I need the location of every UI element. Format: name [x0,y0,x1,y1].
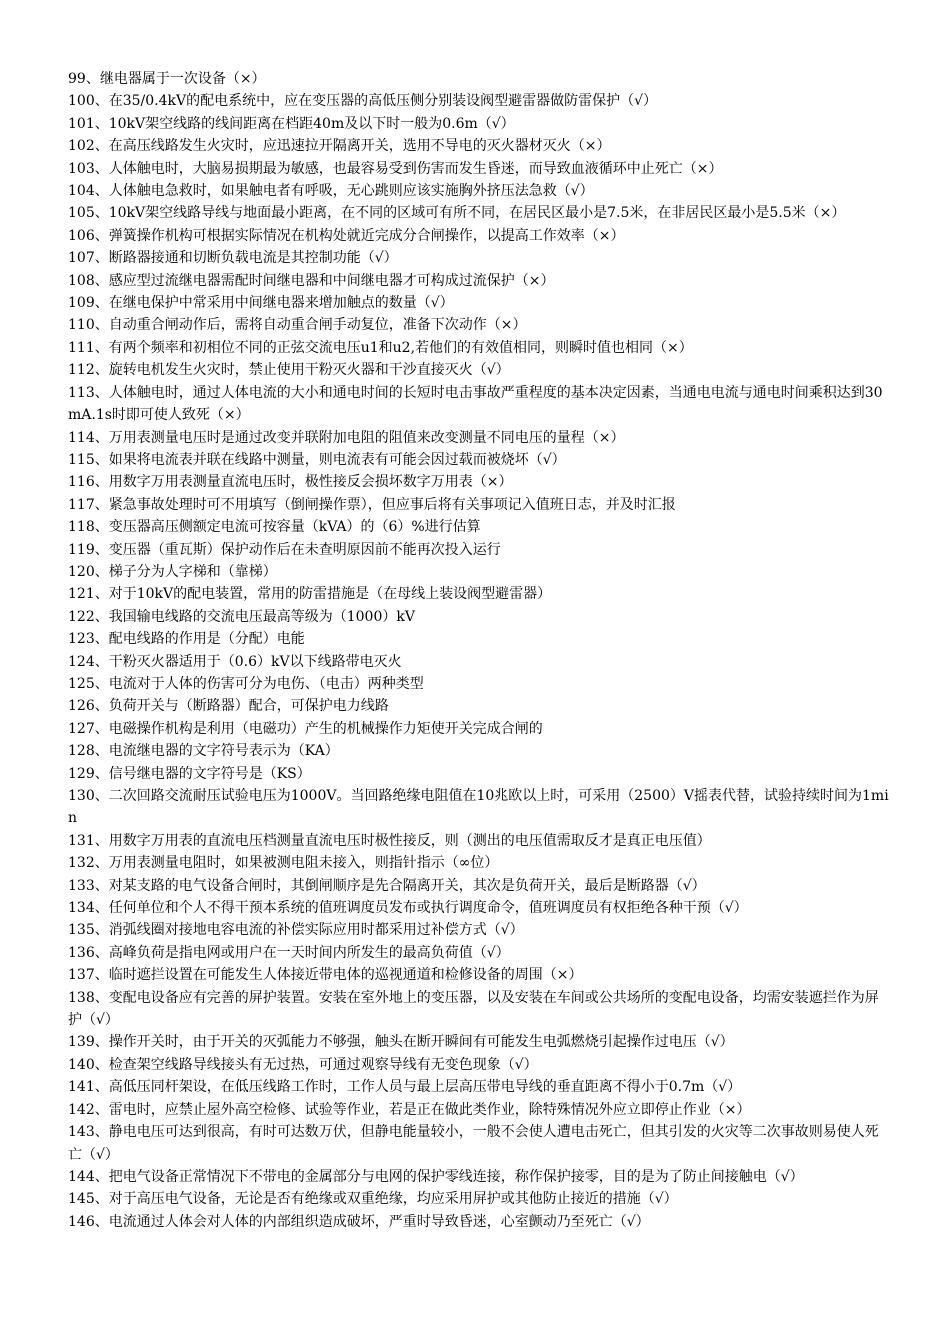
question-item: 123、配电线路的作用是（分配）电能 [68,631,305,648]
question-item: 117、紧急事故处理时可不用填写（倒闸操作票），但应事后将有关事项记入值班日志，并及时汇报 [68,496,676,513]
question-item: 99、继电器属于一次设备（×） [68,71,266,87]
question-item: 106、弹簧操作机构可根据实际情况在机构处就近完成分合闸操作，以提高工作效率（×） [68,227,625,244]
question-item: 124、干粉灭火器适用于（0.6）kV以下线路带电灭火 [68,653,402,670]
question-item: 145、对于高压电气设备，无论是否有绝缘或双重绝缘，均应采用屏护或其他防止接近的措施（√） [68,1191,678,1208]
question-item: 104、人体触电急救时，如果触电者有呼吸，无心跳则应该实施胸外挤压法急救（√） [68,183,594,200]
question-item: 113、人体触电时，通过人体电流的大小和通电时间的长短时电击事故严重程度的基本决定因素，当通电电流与通电时间乘积达到30mA.1s时即可使人致死（×） [68,384,883,424]
question-item: 135、消弧线圈对接地电容电流的补偿实际应用时都采用过补偿方式（√） [68,922,524,939]
question-item: 111、有两个频率和初相位不同的正弦交流电压u1和u2,若他们的有效值相同，则瞬时值也相同（×） [68,339,693,356]
question-item: 122、我国输电线路的交流电压最高等级为（1000）kV [68,608,415,625]
question-item: 141、高低压同杆架设，在低压线路工作时，工作人员与最上层高压带电导线的垂直距离不得小于0.7m（√） [68,1079,742,1096]
question-item: 121、对于10kV的配电装置，常用的防雷措施是（在母线上装设阀型避雷器） [68,586,552,603]
question-item: 133、对某支路的电气设备合闸时，其倒闸顺序是先合隔离开关，其次是负荷开关，最后是断路器（√） [68,877,706,894]
question-item: 108、感应型过流继电器需配时间继电器和中间继电器才可构成过流保护（×） [68,272,555,289]
question-item: 100、在35/0.4kV的配电系统中，应在变压器的高低压侧分别装设阀型避雷器做防雷保护（√） [68,93,658,110]
question-item: 116、用数字万用表测量直流电压时，极性接反会损坏数字万用表（×） [68,474,513,491]
question-item: 112、旋转电机发生火灾时，禁止使用干粉灭火器和干沙直接灭火（√） [68,362,510,379]
question-item: 131、用数字万用表的直流电压档测量直流电压时极性接反，则（测出的电压值需取反才是真正电压值） [68,832,711,849]
question-item: 132、万用表测量电阻时，如果被测电阻未接入，则指针指示（∞位） [68,855,499,872]
question-item: 101、10kV架空线路的线间距离在档距40m及以下时一般为0.6m（√） [68,115,515,132]
question-item: 118、变压器高压侧额定电流可按容量（kVA）的（6）%进行估算 [68,519,481,536]
question-item: 105、10kV架空线路导线与地面最小距离，在不同的区域可有所不同，在居民区最小是7.5米，在非居民区最小是5.5米（×） [68,205,846,222]
question-item: 109、在继电保护中常采用中间继电器来增加触点的数量（√） [68,295,454,312]
question-item: 144、把电气设备正常情况下不带电的金属部分与电网的保护零线连接，称作保护接零，目的是为了防止间接触电（√） [68,1168,804,1185]
question-item: 102、在高压线路发生火灾时，应迅速拉开隔离开关，选用不导电的灭火器材灭火（×） [68,138,611,155]
question-item: 134、任何单位和个人不得干预本系统的值班调度员发布或执行调度命令，值班调度员有权拒绝各种干预（√） [68,900,748,917]
question-item: 115、如果将电流表并联在线路中测量，则电流表有可能会因过载而被烧坏（√） [68,451,566,468]
question-item: 142、雷电时，应禁止屋外高空检修、试验等作业，若是正在做此类作业，除特殊情况外应立即停止作业（×） [68,1101,751,1118]
question-item: 143、静电电压可达到很高，有时可达数万伏，但静电能量较小，一般不会使人遭电击死亡，但其引发的火灾等二次事故则易使人死亡（√） [68,1124,879,1163]
question-item: 129、信号继电器的文字符号是（KS） [68,765,311,782]
question-item: 140、检查架空线路导线接头有无过热，可通过观察导线有无变色现象（√） [68,1056,538,1073]
question-item: 139、操作开关时，由于开关的灭弧能力不够强，触头在断开瞬间有可能发生电弧燃烧引起操作过电压（√） [68,1034,734,1051]
question-item: 107、断路器接通和切断负载电流是其控制功能（√） [68,250,398,267]
question-list [68,68,890,1233]
question-item: 119、变压器（重瓦斯）保护动作后在未查明原因前不能再次投入运行 [68,541,501,558]
question-item: 125、电流对于人体的伤害可分为电伤、（电击）两种类型 [68,675,424,692]
question-item: 110、自动重合闸动作后，需将自动重合闸手动复位，准备下次动作（×） [68,317,527,334]
question-item: 127、电磁操作机构是利用（电磁功）产生的机械操作力矩使开关完成合闸的 [68,720,543,737]
question-item: 136、高峰负荷是指电网或用户在一天时间内所发生的最高负荷值（√） [68,944,510,961]
question-item: 138、变配电设备应有完善的屏护装置。安装在室外地上的变压器，以及安装在车间或公共场所的变配电设备，均需安装遮拦作为屏护（√） [68,989,879,1029]
question-item: 128、电流继电器的文字符号表示为（KA） [68,743,339,760]
question-item: 146、电流通过人体会对人体的内部组织造成破坏，严重时导致昏迷，心室颤动乃至死亡（√） [68,1213,650,1230]
question-item: 137、临时遮拦设置在可能发生人体接近带电体的巡视通道和检修设备的周围（×） [68,967,583,984]
question-item: 130、二次回路交流耐压试验电压为1000V。当回路绝缘电阻值在10兆欧以上时，可采用（2500）V摇表代替，试验持续时间为1min [68,788,889,827]
question-item: 120、梯子分为人字梯和（靠梯） [68,563,277,580]
question-item: 103、人体触电时，大脑易损期最为敏感，也最容易受到伤害而发生昏迷，而导致血液循环中止死亡（×） [68,160,723,177]
question-item: 126、负荷开关与（断路器）配合，可保护电力线路 [68,698,389,715]
question-item: 114、万用表测量电压时是通过改变并联附加电阻的阻值来改变测量不同电压的量程（×） [68,429,625,446]
